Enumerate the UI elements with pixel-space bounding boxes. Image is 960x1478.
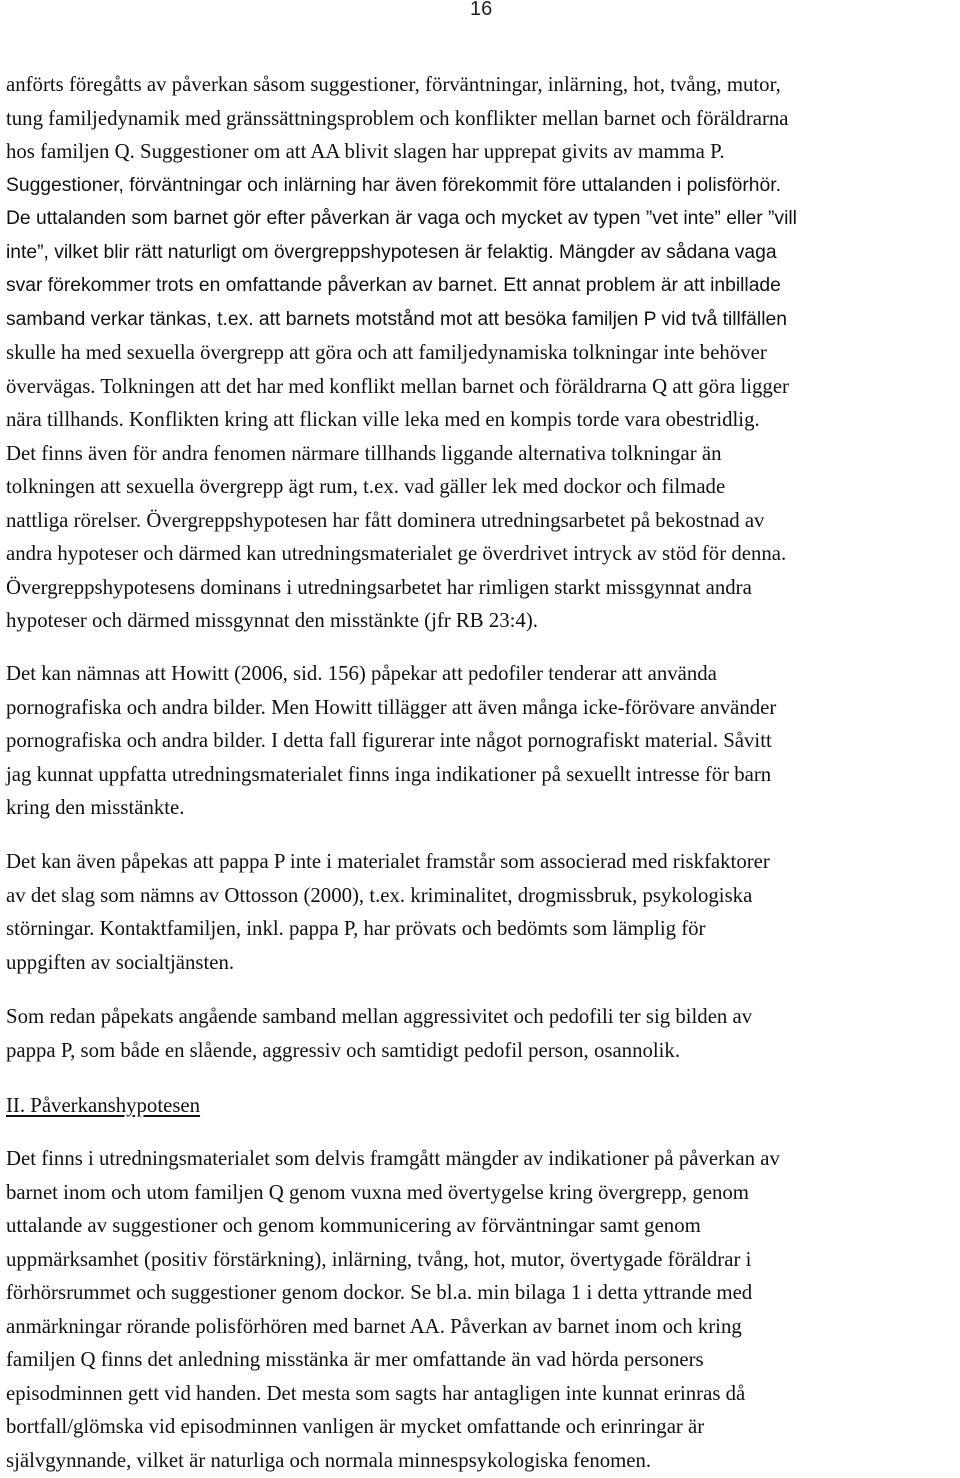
paragraph-line: Övergreppshypotesens dominans i utredningsarbetet har rimligen starkt missgynnat andra [6,575,752,599]
paragraph-line: av det slag som nämns av Ottosson (2000), t.ex. kriminalitet, drogmissbruk, psykologiska [6,883,753,907]
paragraph-line: Det kan nämnas att Howitt (2006, sid. 156) påpekar att pedofiler tenderar att använda [6,662,717,685]
paragraph-line: uppmärksamhet (positiv förstärkning), inlärning, tvång, hot, mutor, övertygade föräldrar i [6,1247,752,1271]
paragraph-line: tung familjedynamik med gränssättningsproblem och konflikter mellan barnet och föräldrarna [6,106,789,130]
paragraph-line: självgynnande, vilket är naturliga och normala minnespsykologiska fenomen. [6,1448,652,1472]
paragraph-line: Som redan påpekats angående samband mellan aggressivitet och pedofili ter sig bilden av [6,1005,753,1028]
paragraph-line: svar förekommer trots en omfattande påverkan av barnet. Ett annat problem är att inbillade [6,275,781,296]
paragraph-line: pornografiska och andra bilder. Men Howitt tillägger att även många icke-förövare använder [6,695,777,719]
paragraph-line: anmärkningar rörande polisförhören med barnet AA. Påverkan av barnet inom och kring [6,1314,742,1338]
paragraph-line: anförts föregåtts av påverkan såsom suggestioner, förväntningar, inlärning, hot, tvång, mutor, [6,73,781,96]
paragraph-line: kring den misstänkte. [6,796,185,819]
paragraph-line: barnet inom och utom familjen Q genom vuxna med övertygelse kring övergrepp, genom [6,1180,749,1204]
section-heading [6,1089,954,1123]
paragraph-line: pappa P, som både en slående, aggressiv och samtidigt pedofil person, osannolik. [6,1038,681,1062]
paragraph-4 [6,1000,954,1067]
paragraph-line: bortfall/glömska vid episodminnen vanligen är mycket omfattande och erinringar är [6,1415,705,1438]
paragraph-line: tolkningen att sexuella övergrepp ägt rum, t.ex. vad gäller lek med dockor och filmade [6,475,726,498]
paragraph-line: familjen Q finns det anledning misstänka är mer omfattande än vad hörda personers [6,1348,704,1371]
paragraph-line: uttalande av suggestioner och genom kommunicering av förväntningar samt genom [6,1214,701,1237]
paragraph-line: övervägas. Tolkningen att det har med konflikt mellan barnet och föräldrarna Q att göra ligger [6,374,789,398]
paragraph-line: skulle ha med sexuella övergrepp att göra och att familjedynamiska tolkningar inte behöver [6,341,767,364]
paragraph-3 [6,845,954,979]
section-heading-text: II. Påverkanshypotesen [6,1094,201,1117]
paragraph-line: hypoteser och därmed missgynnat den misstänkte (jfr RB 23:4). [6,609,538,632]
paragraph-line: De uttalanden som barnet gör efter påverkan är vaga och mycket av typen ”vet inte” eller ”vill [6,208,797,229]
paragraph-1 [6,68,954,638]
paragraph-line: störningar. Kontaktfamiljen, inkl. pappa P, har prövats och bedömts som lämplig för [6,917,706,940]
paragraph-line: Suggestioner, förväntningar och inlärning har även förekommit före uttalanden i polisförhör. [6,174,781,196]
paragraph-line: samband verkar tänkas, t.ex. att barnets motstånd mot att besöka familjen P vid två tillfällen [6,308,787,330]
paragraph-line: uppgiften av socialtjänsten. [6,950,235,974]
paragraph-line: nattliga rörelser. Övergreppshypotesen har fått dominera utredningsarbetet på bekostnad av [6,508,765,532]
paragraph-line: Det finns även för andra fenomen närmare tillhands liggande alternativa tolkningar än [6,441,722,465]
paragraph-line: Det finns i utredningsmaterialet som delvis framgått mängder av indikationer på påverkan av [6,1147,780,1170]
paragraph-line: episodminnen gett vid handen. Det mesta som sagts har antagligen inte kunnat erinras då [6,1381,746,1405]
paragraph-line: inte”, vilket blir rätt naturligt om övergreppshypotesen är felaktig. Mängder av sådana vaga [6,241,777,263]
page-number: 16 [470,0,493,20]
paragraph-2 [6,657,954,825]
section-paragraph [6,1142,954,1477]
paragraph-line: nära tillhands. Konflikten kring att flickan ville leka med en kompis torde vara obestridlig. [6,408,760,431]
paragraph-line: pornografiska och andra bilder. I detta fall figurerar inte något pornografiskt material. Såvitt [6,729,772,752]
paragraph-line: hos familjen Q. Suggestioner om att AA blivit slagen har upprepat givits av mamma P. [6,140,725,163]
paragraph-line: förhörsrummet och suggestioner genom dockor. Se bl.a. min bilaga 1 i detta yttrande med [6,1281,753,1304]
paragraph-line: andra hypoteser och därmed kan utredningsmaterialet ge överdrivet intryck av stöd för denna. [6,542,787,565]
paragraph-line: jag kunnat uppfatta utredningsmaterialet finns inga indikationer på sexuellt intresse för barn [6,762,772,786]
paragraph-line: Det kan även påpekas att pappa P inte i materialet framstår som associerad med riskfaktorer [6,850,770,873]
